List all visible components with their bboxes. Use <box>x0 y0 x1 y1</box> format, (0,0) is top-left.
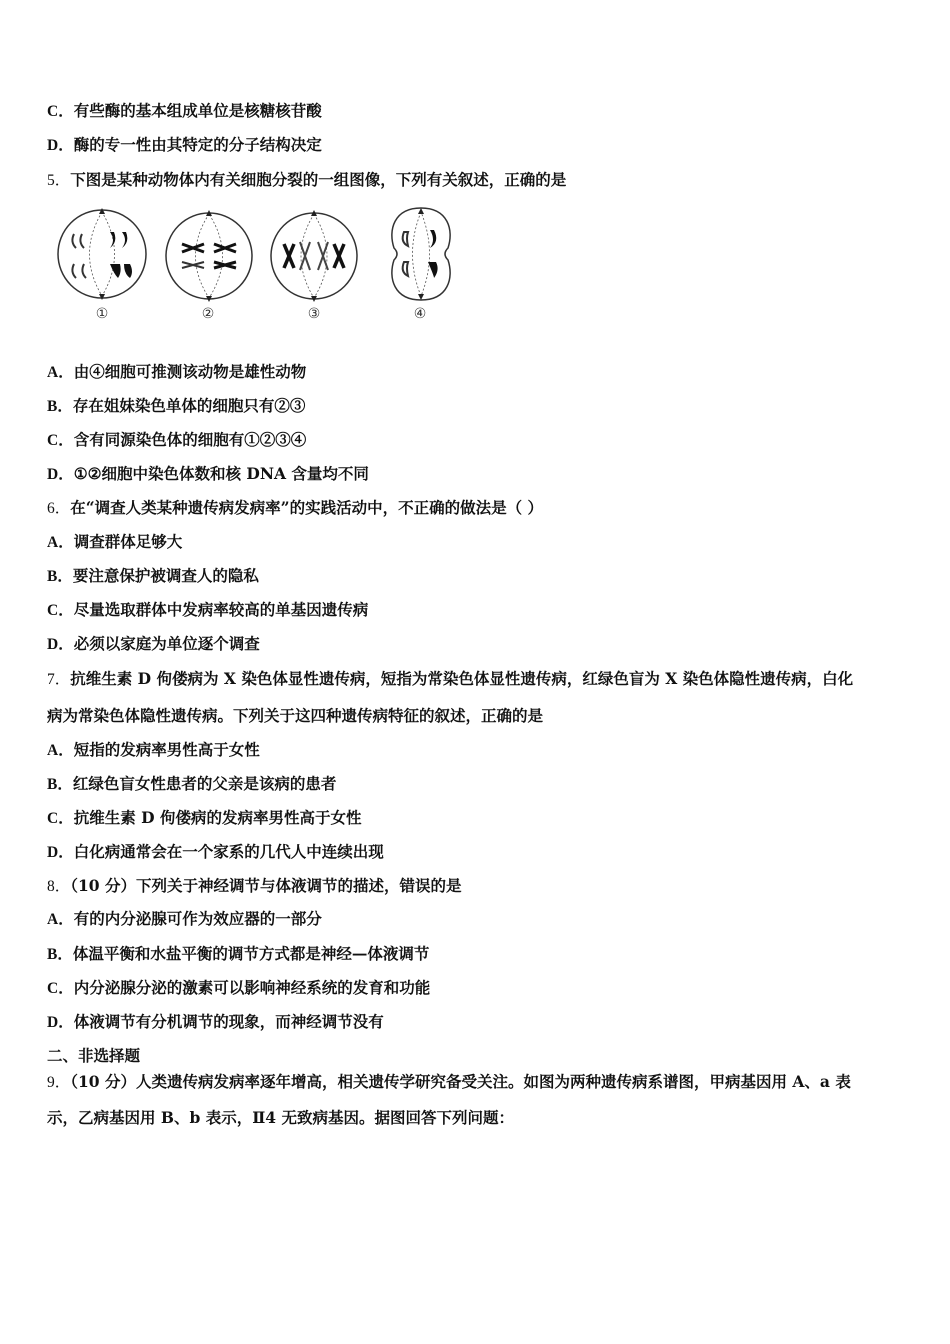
option-b-q5: B．存在姐妹染色单体的细胞只有②③ <box>47 396 306 415</box>
caption-cell-1: ① <box>95 306 109 322</box>
option-a-q8: A．有的内分泌腺可作为效应器的一部分 <box>47 909 322 928</box>
cell-3-image <box>266 204 362 304</box>
option-c-q4: C．有些酶的基本组成单位是核糖核苷酸 <box>47 101 322 120</box>
question-7-line-2: 病为常染色体隐性遗传病。下列关于这四种遗传病特征的叙述，正确的是 <box>47 706 544 725</box>
question-9-line-2: 示，乙病基因用 B、b 表示，Ⅱ4 无致病基因。据图回答下列问题： <box>47 1108 514 1127</box>
option-b-q6: B．要注意保护被调查人的隐私 <box>47 566 259 585</box>
section-heading-2: 二、非选择题 <box>47 1046 141 1065</box>
question-5: 5．下图是某种动物体内有关细胞分裂的一组图像，下列有关叙述，正确的是 <box>47 170 567 189</box>
option-d-q6: D．必须以家庭为单位逐个调查 <box>47 634 260 653</box>
option-d-q7: D．白化病通常会在一个家系的几代人中连续出现 <box>47 842 384 861</box>
cell-1-image <box>52 204 152 304</box>
option-c-q6: C．尽量选取群体中发病率较高的单基因遗传病 <box>47 600 369 619</box>
option-a-q7: A．短指的发病率男性高于女性 <box>47 740 260 759</box>
caption-cell-3: ③ <box>307 306 321 322</box>
option-d-q8: D．体液调节有分机调节的现象，而神经调节没有 <box>47 1012 384 1031</box>
question-7-line-1: 7．抗维生素 D 佝偻病为 X 染色体显性遗传病，短指为常染色体显性遗传病，红绿色盲为 X 染色体隐性遗传病，白化 <box>47 669 854 688</box>
caption-cell-2: ② <box>201 306 215 322</box>
option-a-q5: A．由④细胞可推测该动物是雄性动物 <box>47 362 307 381</box>
option-d-q4: D．酶的专一性由其特定的分子结构决定 <box>47 135 322 154</box>
caption-cell-4: ④ <box>413 306 427 322</box>
option-b-q7: B．红绿色盲女性患者的父亲是该病的患者 <box>47 774 337 793</box>
option-c-q7: C．抗维生素 D 佝偻病的发病率男性高于女性 <box>47 808 362 827</box>
option-c-q8: C．内分泌腺分泌的激素可以影响神经系统的发育和功能 <box>47 978 431 997</box>
option-c-q5: C．含有同源染色体的细胞有①②③④ <box>47 430 307 449</box>
option-a-q6: A．调查群体足够大 <box>47 532 183 551</box>
question-6: 6．在“调查人类某种遗传病发病率”的实践活动中，不正确的做法是（ ） <box>47 498 543 517</box>
cell-4-image <box>386 204 456 304</box>
question-8: 8．（10 分）下列关于神经调节与体液调节的描述，错误的是 <box>47 876 462 895</box>
question-9-line-1: 9．（10 分）人类遗传病发病率逐年增高，相关遗传学研究备受关注。如图为两种遗传病系谱图，甲病基因用 A、a 表 <box>47 1072 851 1091</box>
option-d-q5: D．①②细胞中染色体数和核 DNA 含量均不同 <box>47 464 369 483</box>
cell-division-figure <box>52 204 472 330</box>
option-b-q8: B．体温平衡和水盐平衡的调节方式都是神经—体液调节 <box>47 944 430 963</box>
cell-2-image <box>162 204 257 304</box>
